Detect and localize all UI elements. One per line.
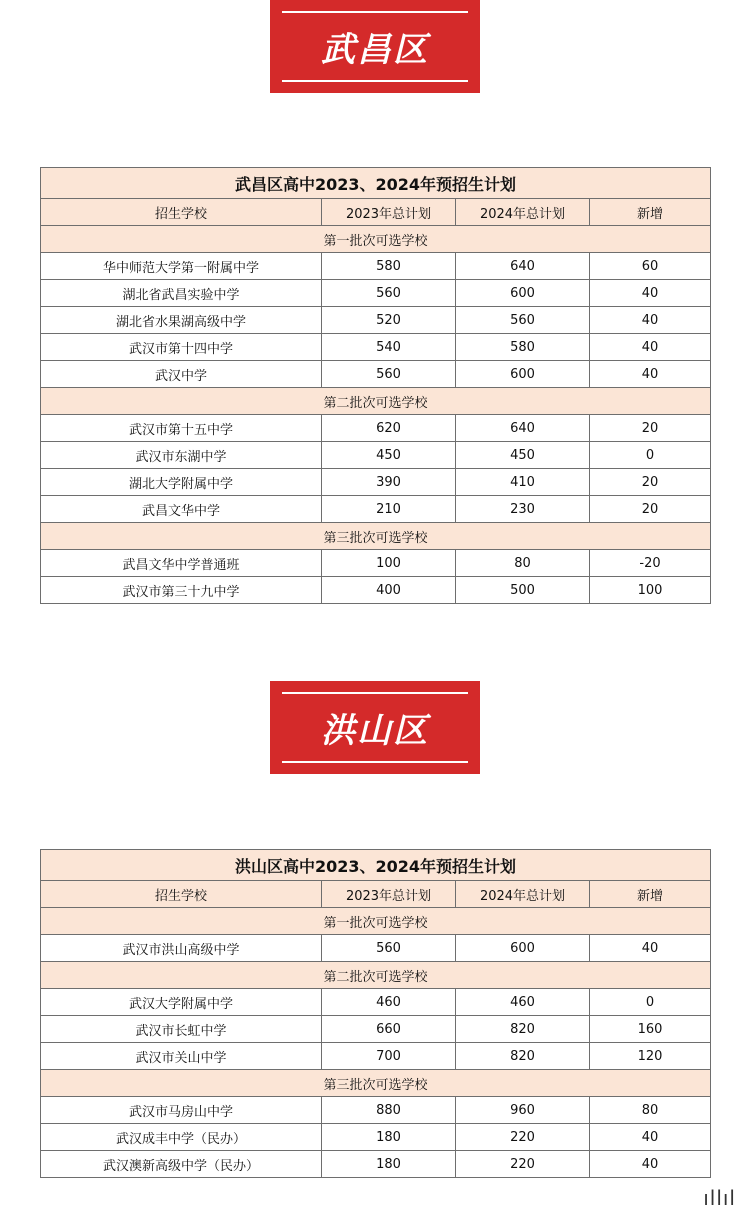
table-row [41, 577, 711, 604]
column-header: 招生学校 [41, 199, 322, 226]
school-name: 武汉市长虹中学 [41, 1016, 322, 1043]
plan-2024: 820 [456, 1043, 590, 1070]
school-name: 武汉市关山中学 [41, 1043, 322, 1070]
plan-2023: 540 [322, 334, 456, 361]
table-title: 武昌区高中2023、2024年预招生计划 [41, 168, 711, 199]
school-name: 湖北省水果湖高级中学 [41, 307, 322, 334]
increase: -20 [590, 550, 711, 577]
plan-2023: 660 [322, 1016, 456, 1043]
batch-group-label: 第二批次可选学校 [41, 962, 711, 989]
column-header: 招生学校 [41, 881, 322, 908]
increase: 20 [590, 496, 711, 523]
school-name: 武汉成丰中学（民办） [41, 1124, 322, 1151]
plan-2023: 520 [322, 307, 456, 334]
increase: 160 [590, 1016, 711, 1043]
plan-2023: 700 [322, 1043, 456, 1070]
plan-2024: 640 [456, 253, 590, 280]
batch-group-label: 第三批次可选学校 [41, 1070, 711, 1097]
plan-2024: 580 [456, 334, 590, 361]
plan-2024: 960 [456, 1097, 590, 1124]
banner-rule [282, 80, 468, 82]
table-row [41, 550, 711, 577]
plan-2024: 640 [456, 415, 590, 442]
school-name: 武汉中学 [41, 361, 322, 388]
school-name: 武昌文华中学 [41, 496, 322, 523]
table-title-row [41, 850, 711, 881]
district-banner-label: 武昌区 [321, 30, 429, 70]
column-header: 新增 [590, 881, 711, 908]
plan-2023: 400 [322, 577, 456, 604]
plan-2024: 230 [456, 496, 590, 523]
school-name: 武汉市第十四中学 [41, 334, 322, 361]
batch-group-label: 第二批次可选学校 [41, 388, 711, 415]
table-header-row [41, 199, 711, 226]
column-header: 2023年总计划 [322, 881, 456, 908]
plan-2023: 450 [322, 442, 456, 469]
signal-bars-icon: ıllıl [703, 1186, 736, 1210]
table-row [41, 280, 711, 307]
school-name: 武汉市马房山中学 [41, 1097, 322, 1124]
batch-group-row [41, 388, 711, 415]
increase: 0 [590, 989, 711, 1016]
batch-group-row [41, 226, 711, 253]
batch-group-label: 第一批次可选学校 [41, 908, 711, 935]
plan-2023: 580 [322, 253, 456, 280]
plan-2023: 560 [322, 280, 456, 307]
increase: 60 [590, 253, 711, 280]
column-header: 2024年总计划 [456, 881, 590, 908]
school-name: 武汉大学附属中学 [41, 989, 322, 1016]
column-header: 2023年总计划 [322, 199, 456, 226]
plan-2023: 620 [322, 415, 456, 442]
column-header: 2024年总计划 [456, 199, 590, 226]
increase: 80 [590, 1097, 711, 1124]
school-name: 武汉澳新高级中学（民办） [41, 1151, 322, 1178]
table-row [41, 442, 711, 469]
table-header-row [41, 881, 711, 908]
table-row [41, 253, 711, 280]
plan-2024: 600 [456, 280, 590, 307]
plan-2024: 220 [456, 1151, 590, 1178]
enrollment-plan-table [40, 849, 711, 1178]
batch-group-row [41, 908, 711, 935]
table-row [41, 989, 711, 1016]
table-row [41, 307, 711, 334]
school-name: 华中师范大学第一附属中学 [41, 253, 322, 280]
plan-2024: 460 [456, 989, 590, 1016]
banner-rule [282, 761, 468, 763]
increase: 0 [590, 442, 711, 469]
increase: 20 [590, 469, 711, 496]
table-row [41, 1151, 711, 1178]
school-name: 武汉市洪山高级中学 [41, 935, 322, 962]
batch-group-row [41, 962, 711, 989]
school-name: 武昌文华中学普通班 [41, 550, 322, 577]
increase: 40 [590, 1124, 711, 1151]
batch-group-row [41, 1070, 711, 1097]
school-name: 武汉市东湖中学 [41, 442, 322, 469]
table-row [41, 415, 711, 442]
plan-2023: 180 [322, 1151, 456, 1178]
increase: 20 [590, 415, 711, 442]
plan-2023: 180 [322, 1124, 456, 1151]
district-banner [270, 681, 480, 774]
batch-group-label: 第一批次可选学校 [41, 226, 711, 253]
district-banner [270, 0, 480, 93]
table-row [41, 1043, 711, 1070]
increase: 40 [590, 334, 711, 361]
plan-2023: 390 [322, 469, 456, 496]
enrollment-plan-table [40, 167, 711, 604]
plan-2023: 100 [322, 550, 456, 577]
increase: 120 [590, 1043, 711, 1070]
batch-group-row [41, 523, 711, 550]
table-title: 洪山区高中2023、2024年预招生计划 [41, 850, 711, 881]
increase: 40 [590, 1151, 711, 1178]
table-title-row [41, 168, 711, 199]
table-row [41, 1097, 711, 1124]
plan-2024: 450 [456, 442, 590, 469]
increase: 40 [590, 935, 711, 962]
table-row [41, 1016, 711, 1043]
plan-2024: 600 [456, 935, 590, 962]
plan-2024: 600 [456, 361, 590, 388]
increase: 40 [590, 307, 711, 334]
increase: 100 [590, 577, 711, 604]
plan-2023: 210 [322, 496, 456, 523]
plan-2024: 500 [456, 577, 590, 604]
table-row [41, 935, 711, 962]
plan-2024: 410 [456, 469, 590, 496]
table-row [41, 496, 711, 523]
plan-2024: 80 [456, 550, 590, 577]
plan-2023: 560 [322, 935, 456, 962]
school-name: 武汉市第十五中学 [41, 415, 322, 442]
batch-group-label: 第三批次可选学校 [41, 523, 711, 550]
table-row [41, 469, 711, 496]
district-banner-label: 洪山区 [321, 711, 429, 751]
increase: 40 [590, 361, 711, 388]
plan-2024: 220 [456, 1124, 590, 1151]
school-name: 武汉市第三十九中学 [41, 577, 322, 604]
plan-2024: 820 [456, 1016, 590, 1043]
plan-2023: 560 [322, 361, 456, 388]
table-row [41, 1124, 711, 1151]
plan-2023: 880 [322, 1097, 456, 1124]
table-row [41, 361, 711, 388]
school-name: 湖北省武昌实验中学 [41, 280, 322, 307]
plan-2023: 460 [322, 989, 456, 1016]
school-name: 湖北大学附属中学 [41, 469, 322, 496]
plan-2024: 560 [456, 307, 590, 334]
increase: 40 [590, 280, 711, 307]
column-header: 新增 [590, 199, 711, 226]
table-row [41, 334, 711, 361]
